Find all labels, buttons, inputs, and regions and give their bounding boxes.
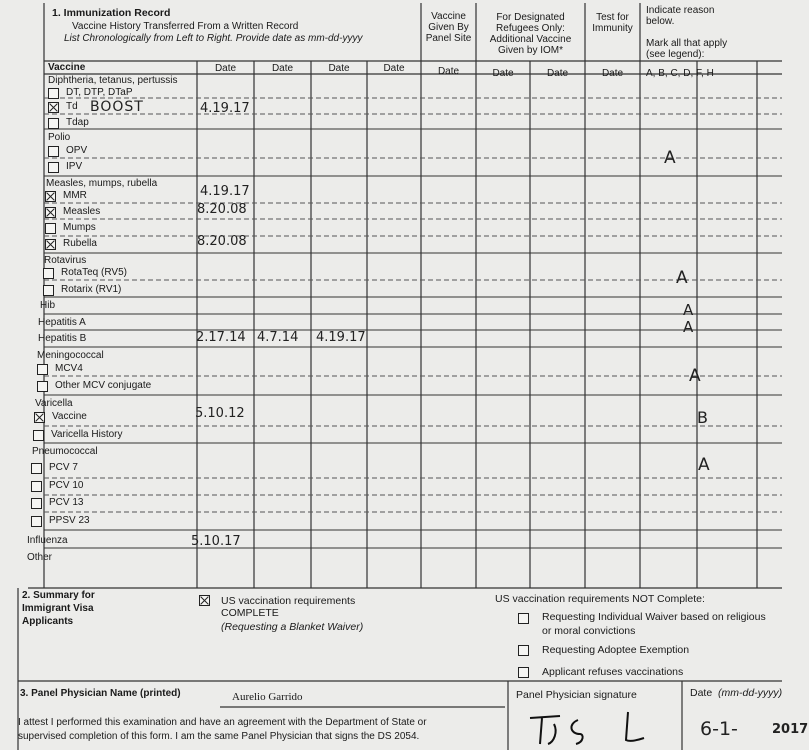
section1-instructions: List Chronologically from Left to Right. Provide date as mm-dd-yyyy xyxy=(64,33,363,44)
reason-pneumococcal: A xyxy=(698,455,710,475)
label-varicella-history: Varicella History xyxy=(51,429,123,440)
physician-name: Aurelio Garrido xyxy=(232,691,303,703)
header-reason-4: Mark all that apply xyxy=(646,38,728,49)
label-pcv7: PCV 7 xyxy=(49,462,78,473)
checkbox-pcv10[interactable] xyxy=(31,481,42,492)
checkbox-pcv13[interactable] xyxy=(31,498,42,509)
label-varicella-vaccine: Vaccine xyxy=(52,411,87,422)
reason-hib: A xyxy=(683,301,694,319)
checkbox-adoptee-exemption[interactable] xyxy=(518,645,529,656)
header-reason-2: below. xyxy=(646,16,675,27)
checkbox-dt[interactable] xyxy=(48,88,59,99)
label-individual-waiver-2: or moral convictions xyxy=(542,625,636,637)
label-requirements-complete: US vaccination requirements xyxy=(221,595,356,607)
reason-hepatitis-a: A xyxy=(683,318,694,336)
checkbox-other-mcv[interactable] xyxy=(37,381,48,392)
handwritten-hepb-date-1: 2.17.14 xyxy=(196,330,246,345)
group-influenza: Influenza xyxy=(27,535,68,546)
section1-subtitle: Vaccine History Transferred From a Written Record xyxy=(72,21,299,32)
header-legend: A, B, C, D, F, H xyxy=(646,68,714,79)
header-date-8: Date xyxy=(601,68,624,79)
header-vaccine: Vaccine xyxy=(48,62,86,73)
label-td: Td xyxy=(66,101,78,112)
checkbox-applicant-refuses[interactable] xyxy=(518,667,529,678)
label-mumps: Mumps xyxy=(63,222,96,233)
header-reason-1: Indicate reason xyxy=(646,5,715,16)
label-not-complete: US vaccination requirements NOT Complete: xyxy=(495,593,705,605)
checkbox-ppsv23[interactable] xyxy=(31,516,42,527)
label-mcv4: MCV4 xyxy=(55,363,83,374)
handwritten-rubella-date: 8.20.08 xyxy=(197,234,247,249)
header-date-5: Date xyxy=(437,66,460,77)
section3-title: 3. Panel Physician Name (printed) xyxy=(20,688,181,699)
signature-label: Panel Physician signature xyxy=(516,689,637,701)
checkbox-measles[interactable] xyxy=(45,207,56,218)
handwritten-hepb-date-3: 4.19.17 xyxy=(316,330,366,345)
label-ppsv23: PPSV 23 xyxy=(49,515,90,526)
group-meningococcal: Meningococcal xyxy=(37,350,104,361)
header-date-1: Date xyxy=(214,63,237,74)
label-dt: DT, DTP, DTaP xyxy=(66,87,133,98)
handwritten-varicella-date: 5.10.12 xyxy=(195,406,245,421)
label-opv: OPV xyxy=(66,145,88,156)
header-given-by-1: Vaccine xyxy=(431,11,466,22)
date-format: (mm-dd-yyyy) xyxy=(718,687,783,699)
checkbox-pcv7[interactable] xyxy=(31,463,42,474)
group-varicella: Varicella xyxy=(35,398,73,409)
handwritten-date: 6-1- xyxy=(700,718,738,740)
reason-rotavirus: A xyxy=(676,268,688,288)
handwritten-hepb-date-2: 4.7.14 xyxy=(257,330,299,345)
group-rotavirus: Rotavirus xyxy=(44,255,87,266)
group-hepatitis-a: Hepatitis A xyxy=(38,317,86,328)
checkbox-mumps[interactable] xyxy=(45,223,56,234)
header-refugees-4: Given by IOM* xyxy=(497,45,564,56)
label-rotarix: Rotarix (RV1) xyxy=(61,284,122,295)
section1-title: 1. Immunization Record xyxy=(52,7,171,19)
checkbox-ipv[interactable] xyxy=(48,162,59,173)
attestation-line-2: supervised completion of this form. I am the same Panel Physician that signs the DS 2054. xyxy=(18,731,420,742)
handwritten-measles-date: 8.20.08 xyxy=(197,202,247,217)
header-date-2: Date xyxy=(271,63,294,74)
header-test-1: Test for xyxy=(596,12,629,23)
label-blanket-waiver: (Requesting a Blanket Waiver) xyxy=(221,621,364,633)
handwritten-year: 2017 xyxy=(772,722,809,737)
label-tdap: Tdap xyxy=(66,117,89,128)
reason-meningococcal: A xyxy=(689,366,701,386)
date-label: Date xyxy=(690,687,713,699)
group-hepatitis-b: Hepatitis B xyxy=(38,333,87,344)
label-rotateq: RotaTeq (RV5) xyxy=(61,267,127,278)
label-pcv13: PCV 13 xyxy=(49,497,84,508)
section2-title-2: Immigrant Visa xyxy=(22,603,94,614)
checkbox-opv[interactable] xyxy=(48,146,59,157)
header-refugees-3: Additional Vaccine xyxy=(489,34,572,45)
label-individual-waiver: Requesting Individual Waiver based on religious xyxy=(542,611,766,623)
checkbox-individual-waiver[interactable] xyxy=(518,613,529,624)
section2-title-1: 2. Summary for xyxy=(22,590,95,601)
label-measles: Measles xyxy=(63,206,101,217)
section2-title-3: Applicants xyxy=(22,616,74,627)
header-refugees-1: For Designated xyxy=(496,12,565,23)
checkbox-rotateq[interactable] xyxy=(43,268,54,279)
group-polio: Polio xyxy=(48,132,71,143)
handwritten-mmr-date: 4.19.17 xyxy=(200,184,250,199)
label-pcv10: PCV 10 xyxy=(49,480,84,491)
header-date-6: Date xyxy=(492,68,514,79)
label-applicant-refuses: Applicant refuses vaccinations xyxy=(542,666,684,678)
group-hib: Hib xyxy=(40,300,56,311)
group-other: Other xyxy=(27,552,53,563)
header-test-2: Immunity xyxy=(592,23,633,34)
label-adoptee-exemption: Requesting Adoptee Exemption xyxy=(542,644,690,656)
group-mmr: Measles, mumps, rubella xyxy=(46,178,158,189)
checkbox-mmr[interactable] xyxy=(45,191,56,202)
header-reason-5: (see legend): xyxy=(646,49,705,60)
handwritten-td-date: 4.19.17 xyxy=(200,101,250,116)
header-given-by-3: Panel Site xyxy=(425,33,472,44)
group-dtp: Diphtheria, tetanus, pertussis xyxy=(48,75,178,86)
checkbox-requirements-complete[interactable] xyxy=(199,595,210,606)
checkbox-mcv4[interactable] xyxy=(37,364,48,375)
checkbox-varicella-vaccine[interactable] xyxy=(34,412,45,423)
handwritten-influenza-date: 5.10.17 xyxy=(191,534,241,549)
header-date-3: Date xyxy=(328,63,350,74)
label-other-mcv: Other MCV conjugate xyxy=(55,380,152,391)
checkbox-rubella[interactable] xyxy=(45,239,56,250)
checkbox-td[interactable] xyxy=(48,102,59,113)
group-pneumococcal: Pneumococcal xyxy=(32,446,98,457)
header-given-by-2: Given By xyxy=(428,22,469,33)
checkbox-tdap[interactable] xyxy=(48,118,59,129)
handwritten-td-note: BOOST xyxy=(90,99,144,115)
header-refugees-2: Refugees Only: xyxy=(496,23,565,34)
label-ipv: IPV xyxy=(66,161,83,172)
label-mmr: MMR xyxy=(63,190,87,201)
physician-signature xyxy=(520,704,670,748)
checkbox-rotarix[interactable] xyxy=(43,285,54,296)
header-date-4: Date xyxy=(383,63,405,74)
label-rubella: Rubella xyxy=(63,238,97,249)
header-date-7: Date xyxy=(546,68,569,79)
attestation-line-1: I attest I performed this examination and have an agreement with the Department of State or xyxy=(18,717,427,728)
label-complete: COMPLETE xyxy=(221,607,279,619)
reason-varicella: B xyxy=(697,408,708,427)
checkbox-varicella-history[interactable] xyxy=(33,430,44,441)
reason-polio: A xyxy=(664,148,676,168)
